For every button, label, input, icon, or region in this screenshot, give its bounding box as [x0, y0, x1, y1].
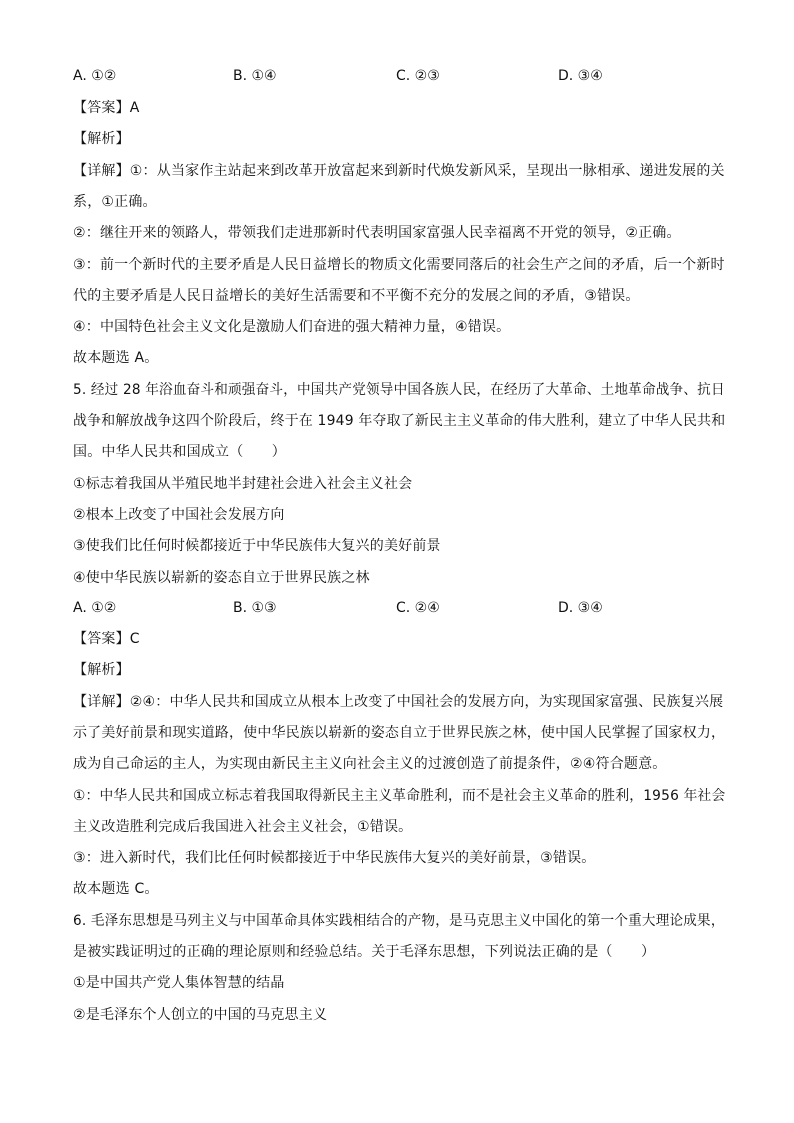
q5-stem-line: 战争和解放战争这四个阶段后，终于在 1949 年夺取了新民主主义革命的伟大胜利，建立了中华人民共和	[73, 413, 726, 429]
q5-detail-line: 示了美好前景和现实道路，使中华民族以崭新的姿态自立于世界民族之林，使中国人民掌握了国家权力，	[73, 725, 726, 741]
q5-statement: ③使我们比任何时候都接近于中华民族伟大复兴的美好前景	[73, 538, 441, 554]
q4-answer: 【答案】A	[73, 100, 140, 116]
q4-detail-line: ④：中国特色社会主义文化是激励人们奋进的强大精神力量，④错误。	[73, 319, 511, 335]
q5-statement: ①标志着我国从半殖民地半封建社会进入社会主义社会	[73, 476, 413, 492]
q5-detail-line: 主义改造胜利完成后我国进入社会主义社会，①错误。	[73, 819, 413, 835]
q4-option-b: B. ①④	[233, 68, 277, 84]
q4-option-a: A. ①②	[73, 68, 117, 84]
q5-conclusion: 故本题选 C。	[73, 881, 159, 897]
q5-statement: ②根本上改变了中国社会发展方向	[73, 507, 285, 523]
q5-answer: 【答案】C	[73, 631, 140, 647]
q6-statement: ①是中国共产党人集体智慧的结晶	[73, 975, 285, 991]
q4-options	[73, 66, 723, 86]
q5-stem-line: 5. 经过 28 年浴血奋斗和顽强奋斗，中国共产党领导中国各族人民，在经历了大革命、土地革命战争、抗日	[73, 382, 725, 398]
q5-stem-line: 国。中华人民共和国成立（ ）	[73, 444, 286, 460]
q5-detail-line: ③：进入新时代，我们比任何时候都接近于中华民族伟大复兴的美好前景，③错误。	[73, 850, 596, 866]
q4-detail-line: 【详解】①：从当家作主站起来到改革开放富起来到新时代焕发新风采，呈现出一脉相承、递进发展的关	[73, 163, 725, 179]
q5-option-b: B. ①③	[233, 600, 277, 616]
q4-detail-line: 系，①正确。	[73, 194, 157, 210]
q4-analysis-title: 【解析】	[73, 131, 130, 147]
q5-detail-line: ①：中华人民共和国成立标志着我国取得新民主主义革命胜利，而不是社会主义革命的胜利，1956 年社会	[73, 788, 726, 804]
q4-detail-line: ③：前一个新时代的主要矛盾是人民日益增长的物质文化需要同落后的社会生产之间的矛盾，后一个新时	[73, 257, 725, 273]
q4-option-c: C. ②③	[396, 68, 440, 84]
q4-detail-line: ②：继往开来的领路人，带领我们走进那新时代表明国家富强人民幸福离不开党的领导，②正确。	[73, 225, 681, 241]
q5-detail-line: 【详解】②④：中华人民共和国成立从根本上改变了中国社会的发展方向，为实现国家富强、民族复兴展	[73, 694, 724, 710]
q5-detail-line: 成为自己命运的主人，为实现由新民主主义向社会主义的过渡创造了前提条件，②④符合题意。	[73, 756, 667, 772]
q5-option-a: A. ①②	[73, 600, 117, 616]
q6-stem-line: 6. 毛泽东思想是马列主义与中国革命具体实践相结合的产物，是马克思主义中国化的第一个重大理论成果，	[73, 913, 725, 929]
q4-detail-line: 代的主要矛盾是人民日益增长的美好生活需要和不平衡不充分的发展之间的矛盾，③错误。	[73, 288, 640, 304]
q4-conclusion: 故本题选 A。	[73, 350, 159, 366]
q5-analysis-title: 【解析】	[73, 662, 130, 678]
q5-statement: ④使中华民族以崭新的姿态自立于世界民族之林	[73, 570, 370, 586]
q4-option-d: D. ③④	[558, 68, 603, 84]
q5-option-d: D. ③④	[558, 600, 603, 616]
q5-option-c: C. ②④	[396, 600, 440, 616]
q6-statement: ②是毛泽东个人创立的中国的马克思主义	[73, 1007, 328, 1023]
q5-options	[73, 598, 723, 618]
q6-stem-line: 是被实践证明过的正确的理论原则和经验总结。关于毛泽东思想，下列说法正确的是（ ）	[73, 944, 656, 960]
